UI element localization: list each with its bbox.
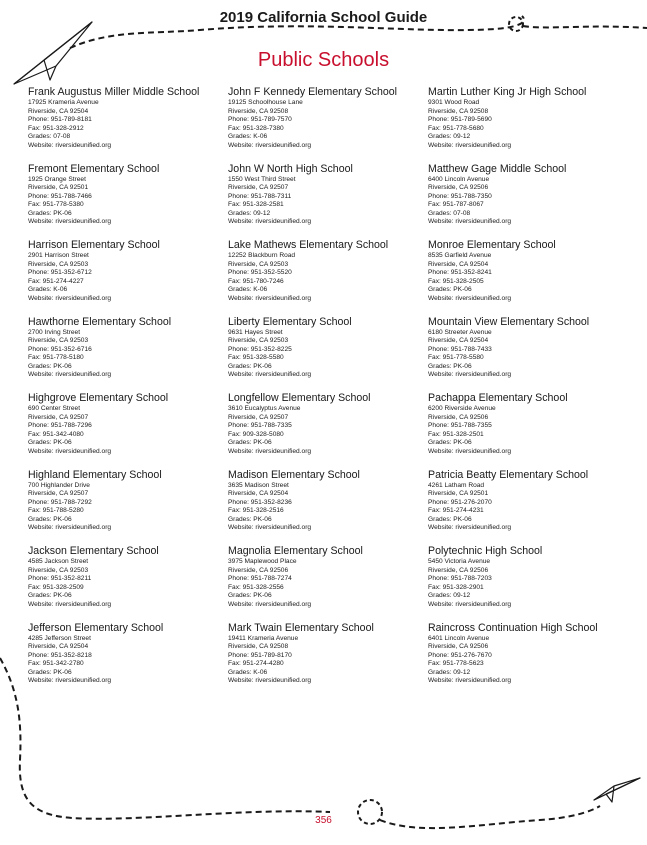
school-address: 5450 Victoria Avenue <box>428 558 491 565</box>
school-phone: Phone: 951-352-8236 <box>228 498 292 506</box>
school-phone: Phone: 951-789-8181 <box>28 116 92 124</box>
school-grades: Grades: PK-06 <box>28 668 72 676</box>
school-entry <box>28 545 228 622</box>
school-name: Raincross Continuation High School <box>428 621 598 634</box>
school-phone: Phone: 951-789-7570 <box>228 116 292 124</box>
school-grades: Grades: PK-06 <box>28 362 72 370</box>
school-name: Madison Elementary School <box>228 468 360 481</box>
school-phone: Phone: 951-276-7670 <box>428 651 492 659</box>
school-address: 4261 Latham Road <box>428 481 485 489</box>
school-name: Mountain View Elementary School <box>428 315 590 328</box>
school-phone: Phone: 951-788-7433 <box>428 345 492 353</box>
school-entry <box>28 622 228 699</box>
school-grades: Grades: PK-06 <box>428 515 472 523</box>
school-fax: Fax: 951-274-4227 <box>28 277 84 285</box>
school-website[interactable]: Website: riversideunified.org <box>28 141 112 149</box>
school-address: 3610 Eucalyptus Avenue <box>228 405 301 412</box>
school-name: Pachappa Elementary School <box>428 392 568 404</box>
school-column <box>28 86 228 698</box>
school-phone: Phone: 951-788-7203 <box>428 575 492 583</box>
school-website[interactable]: Website: riversideunified.org <box>428 447 512 455</box>
school-entry <box>428 392 628 469</box>
school-city: Riverside, CA 92504 <box>228 490 289 498</box>
school-grades: Grades: PK-06 <box>28 209 72 217</box>
school-phone: Phone: 951-789-8170 <box>228 651 292 659</box>
school-entry <box>428 163 628 240</box>
school-fax: Fax: 951-342-4080 <box>28 430 84 438</box>
school-grades: Grades: 09-12 <box>428 133 471 141</box>
school-name: Frank Augustus Miller Middle School <box>28 86 200 98</box>
school-grades: Grades: 07-08 <box>28 133 71 141</box>
school-city: Riverside, CA 92506 <box>428 413 489 421</box>
school-entry <box>228 316 428 393</box>
school-grades: Grades: PK-06 <box>228 439 272 447</box>
school-address: 8535 Garfield Avenue <box>428 252 492 259</box>
school-address: 1550 West Third Street <box>228 175 296 183</box>
school-website[interactable]: Website: riversideunified.org <box>228 600 312 608</box>
school-name: Matthew Gage Middle School <box>428 162 567 175</box>
school-entry <box>28 163 228 240</box>
school-grades: Grades: 07-08 <box>428 209 471 217</box>
school-name: Magnolia Elementary School <box>228 545 363 557</box>
school-phone: Phone: 951-276-2070 <box>428 498 492 506</box>
school-entry <box>428 622 628 699</box>
school-address: 2700 Irving Street <box>28 328 81 336</box>
school-city: Riverside, CA 92501 <box>28 184 89 192</box>
school-grades: Grades: PK-06 <box>28 515 72 523</box>
school-city: Riverside, CA 92504 <box>28 107 89 115</box>
school-city: Riverside, CA 92504 <box>428 337 489 345</box>
school-name: Lake Mathews Elementary School <box>228 239 389 251</box>
school-phone: Phone: 951-788-7296 <box>28 422 92 430</box>
school-grades: Grades: PK-06 <box>228 592 272 600</box>
school-grades: Grades: K-06 <box>228 668 268 676</box>
school-phone: Phone: 951-788-7350 <box>428 192 492 200</box>
school-directory <box>28 86 628 698</box>
school-grades: Grades: PK-06 <box>28 592 72 600</box>
school-grades: Grades: PK-06 <box>228 362 272 370</box>
school-name: Jackson Elementary School <box>28 545 159 557</box>
school-fax: Fax: 951-328-2509 <box>28 583 84 591</box>
school-entry <box>28 239 228 316</box>
school-website[interactable]: Website: riversideunified.org <box>228 677 312 685</box>
school-name: Highland Elementary School <box>28 468 162 481</box>
school-address: 6400 Lincoln Avenue <box>428 175 490 183</box>
school-entry <box>228 622 428 699</box>
school-fax: Fax: 951-328-2501 <box>428 430 484 438</box>
school-fax: Fax: 951-328-7380 <box>228 124 284 132</box>
school-website[interactable]: Website: riversideunified.org <box>28 600 112 608</box>
school-fax: Fax: 951-778-5623 <box>428 660 484 668</box>
school-city: Riverside, CA 92507 <box>28 490 89 498</box>
school-website[interactable]: Website: riversideunified.org <box>228 447 312 455</box>
school-address: 2901 Harrison Street <box>28 252 89 259</box>
section-title: Public Schools <box>257 49 390 71</box>
school-fax: Fax: 951-788-5280 <box>28 507 84 515</box>
school-city: Riverside, CA 92508 <box>228 107 289 115</box>
school-website[interactable]: Website: riversideunified.org <box>428 141 512 149</box>
school-phone: Phone: 951-352-6712 <box>28 269 92 277</box>
school-address: 9631 Hayes Street <box>228 328 283 336</box>
school-city: Riverside, CA 92503 <box>28 566 89 574</box>
school-phone: Phone: 951-788-7466 <box>28 192 92 200</box>
page-number: 356 <box>315 815 332 826</box>
school-address: 3635 Madison Street <box>228 481 289 489</box>
school-phone: Phone: 951-789-5690 <box>428 116 492 124</box>
school-address: 6200 Riverside Avenue <box>428 405 496 412</box>
school-name: Fremont Elementary School <box>28 162 160 175</box>
school-city: Riverside, CA 92506 <box>428 643 489 651</box>
school-entry <box>228 163 428 240</box>
school-entry <box>428 86 628 163</box>
school-fax: Fax: 951-778-5180 <box>28 354 84 362</box>
school-website[interactable]: Website: riversideunified.org <box>28 371 112 379</box>
school-address: 700 Highlander Drive <box>28 481 90 489</box>
school-city: Riverside, CA 92504 <box>428 260 489 268</box>
school-city: Riverside, CA 92506 <box>228 566 289 574</box>
school-address: 19125 Schoolhouse Lane <box>228 99 303 106</box>
school-website[interactable]: Website: riversideunified.org <box>28 218 112 226</box>
school-name: Hawthorne Elementary School <box>28 315 172 328</box>
school-city: Riverside, CA 92507 <box>28 413 89 421</box>
school-city: Riverside, CA 92503 <box>228 260 289 268</box>
school-name: John F Kennedy Elementary School <box>228 86 398 98</box>
school-address: 9301 Wood Road <box>428 99 480 106</box>
school-fax: Fax: 951-274-4231 <box>428 507 484 515</box>
school-name: Liberty Elementary School <box>228 315 352 328</box>
school-website[interactable]: Website: riversideunified.org <box>228 294 312 302</box>
school-name: Jefferson Elementary School <box>28 621 164 634</box>
school-fax: Fax: 951-778-5580 <box>428 354 484 362</box>
school-address: 6401 Lincoln Avenue <box>428 634 490 642</box>
school-name: Polytechnic High School <box>428 545 543 557</box>
school-website[interactable]: Website: riversideunified.org <box>228 141 312 149</box>
school-grades: Grades: K-06 <box>28 286 68 294</box>
school-address: 4585 Jackson Street <box>28 558 89 565</box>
school-name: Monroe Elementary School <box>428 239 556 251</box>
school-fax: Fax: 951-778-5680 <box>428 124 484 132</box>
school-name: Longfellow Elementary School <box>228 392 371 404</box>
school-city: Riverside, CA 92501 <box>428 490 489 498</box>
school-entry <box>28 469 228 546</box>
school-entry <box>28 86 228 163</box>
school-name: Mark Twain Elementary School <box>228 621 374 634</box>
school-phone: Phone: 951-352-5520 <box>228 269 292 277</box>
school-entry <box>228 239 428 316</box>
document-title: 2019 California School Guide <box>219 9 428 26</box>
school-address: 17925 Krameria Avenue <box>28 99 99 106</box>
school-column <box>428 86 628 698</box>
school-website[interactable]: Website: riversideunified.org <box>428 294 512 302</box>
school-entry <box>228 545 428 622</box>
school-grades: Grades: PK-06 <box>28 439 72 447</box>
school-name: Harrison Elementary School <box>28 239 160 251</box>
school-address: 12252 Blackburn Road <box>228 252 296 259</box>
school-fax: Fax: 951-780-7246 <box>228 277 284 285</box>
school-fax: Fax: 951-328-2901 <box>428 583 484 591</box>
school-website[interactable]: Website: riversideunified.org <box>228 218 312 226</box>
school-grades: Grades: K-06 <box>228 286 268 294</box>
school-grades: Grades: 09-12 <box>428 592 471 600</box>
school-name: Patricia Beatty Elementary School <box>428 468 589 481</box>
school-grades: Grades: PK-06 <box>428 362 472 370</box>
school-entry <box>228 392 428 469</box>
school-name: Martin Luther King Jr High School <box>428 86 587 98</box>
school-city: Riverside, CA 92503 <box>28 260 89 268</box>
school-entry <box>428 239 628 316</box>
school-website[interactable]: Website: riversideunified.org <box>228 371 312 379</box>
school-phone: Phone: 951-352-6716 <box>28 345 92 353</box>
school-city: Riverside, CA 92503 <box>28 337 89 345</box>
school-website[interactable]: Website: riversideunified.org <box>28 294 112 302</box>
school-city: Riverside, CA 92508 <box>428 107 489 115</box>
school-website[interactable]: Website: riversideunified.org <box>428 677 512 685</box>
school-fax: Fax: 951-787-8067 <box>428 201 484 209</box>
school-entry <box>28 392 228 469</box>
school-website[interactable]: Website: riversideunified.org <box>428 600 512 608</box>
school-grades: Grades: 09-12 <box>228 209 271 217</box>
school-website[interactable]: Website: riversideunified.org <box>428 371 512 379</box>
school-city: Riverside, CA 92508 <box>228 643 289 651</box>
school-city: Riverside, CA 92507 <box>228 184 289 192</box>
school-address: 1925 Orange Street <box>28 175 86 183</box>
school-phone: Phone: 951-788-7355 <box>428 422 492 430</box>
school-name: John W North High School <box>228 162 353 175</box>
school-address: 6180 Streeter Avenue <box>428 328 492 336</box>
school-city: Riverside, CA 92504 <box>28 643 89 651</box>
school-phone: Phone: 951-352-8225 <box>228 345 292 353</box>
school-phone: Phone: 951-788-7292 <box>28 498 92 506</box>
school-phone: Phone: 951-352-8241 <box>428 269 492 277</box>
school-city: Riverside, CA 92507 <box>228 413 289 421</box>
school-fax: Fax: 951-328-2912 <box>28 124 84 132</box>
school-fax: Fax: 951-328-2505 <box>428 277 484 285</box>
school-fax: Fax: 951-328-2556 <box>228 583 284 591</box>
school-fax: Fax: 951-328-5580 <box>228 354 284 362</box>
school-address: 690 Center Street <box>28 405 81 412</box>
school-phone: Phone: 951-788-7335 <box>228 422 292 430</box>
school-fax: Fax: 951-274-4280 <box>228 660 284 668</box>
school-website[interactable]: Website: riversideunified.org <box>428 218 512 226</box>
school-grades: Grades: K-06 <box>228 133 268 141</box>
school-website[interactable]: Website: riversideunified.org <box>28 677 112 685</box>
school-city: Riverside, CA 92506 <box>428 184 489 192</box>
school-address: 19411 Krameria Avenue <box>228 634 299 642</box>
school-fax: Fax: 951-328-2516 <box>228 507 284 515</box>
school-phone: Phone: 951-788-7311 <box>228 192 292 200</box>
paper-airplane-icon <box>594 778 640 802</box>
school-entry <box>228 86 428 163</box>
school-entry <box>428 316 628 393</box>
school-website[interactable]: Website: riversideunified.org <box>228 524 312 532</box>
school-website[interactable]: Website: riversideunified.org <box>428 524 512 532</box>
school-website[interactable]: Website: riversideunified.org <box>28 524 112 532</box>
school-column <box>228 86 428 698</box>
school-fax: Fax: 909-328-5080 <box>228 430 284 438</box>
school-address: 3975 Maplewood Place <box>228 558 297 565</box>
school-entry <box>428 545 628 622</box>
school-phone: Phone: 951-352-8218 <box>28 651 92 659</box>
school-city: Riverside, CA 92503 <box>228 337 289 345</box>
school-grades: Grades: 09-12 <box>428 668 471 676</box>
school-fax: Fax: 951-328-2581 <box>228 201 284 209</box>
school-phone: Phone: 951-352-8211 <box>28 575 92 583</box>
school-entry <box>28 316 228 393</box>
school-grades: Grades: PK-06 <box>428 439 472 447</box>
school-city: Riverside, CA 92506 <box>428 566 489 574</box>
school-fax: Fax: 951-342-2780 <box>28 660 84 668</box>
school-entry <box>428 469 628 546</box>
school-address: 4285 Jefferson Street <box>28 634 91 642</box>
school-entry <box>228 469 428 546</box>
school-fax: Fax: 951-778-5380 <box>28 201 84 209</box>
school-name: Highgrove Elementary School <box>28 392 169 404</box>
school-grades: Grades: PK-06 <box>228 515 272 523</box>
school-grades: Grades: PK-06 <box>428 286 472 294</box>
school-phone: Phone: 951-788-7274 <box>228 575 292 583</box>
school-website[interactable]: Website: riversideunified.org <box>28 447 112 455</box>
